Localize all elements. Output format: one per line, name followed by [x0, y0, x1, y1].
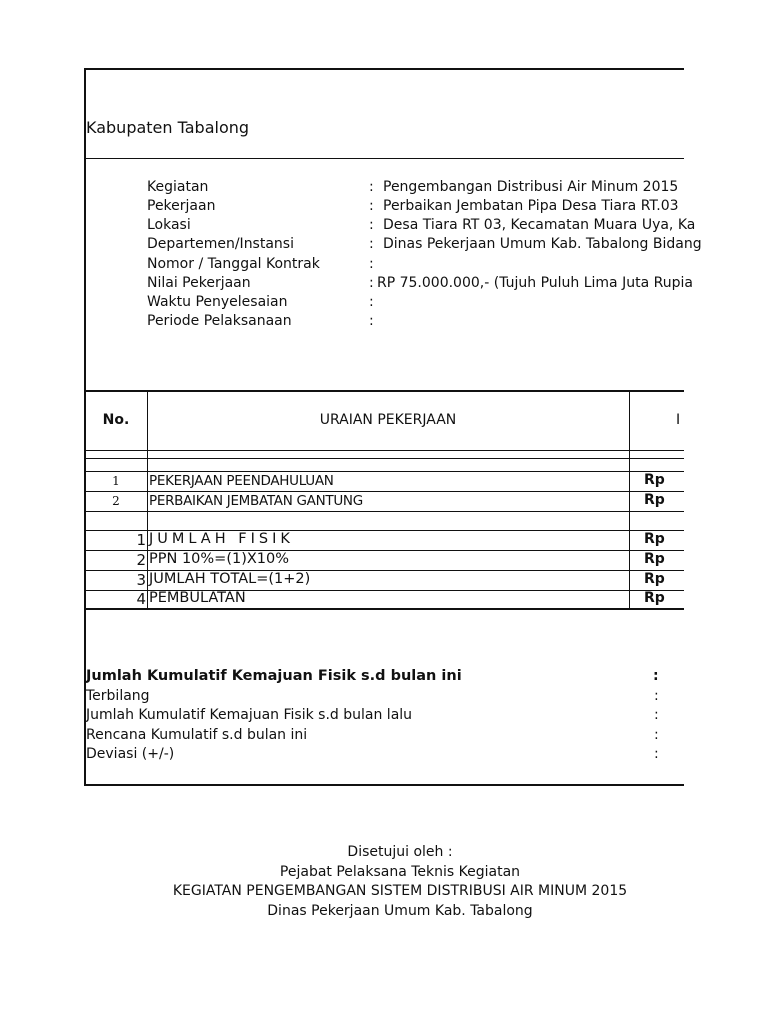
header-divider: [84, 158, 684, 159]
info-value-kegiatan: Pengembangan Distribusi Air Minum 2015: [383, 179, 679, 195]
approval-line-official: Pejabat Pelaksana Teknis Kegiatan: [279, 864, 521, 880]
progress-colon: :: [654, 727, 659, 743]
table-top-border: [84, 390, 684, 392]
info-colon: :: [369, 217, 374, 233]
row-number: 1: [136, 531, 146, 549]
info-label-kegiatan: Kegiatan: [147, 179, 209, 195]
approval-line-activity: KEGIATAN PENGEMBANGAN SISTEM DISTRIBUSI AIR MINUM 2015: [172, 883, 628, 899]
info-value-nilai-pekerjaan: RP 75.000.000,- (Tujuh Puluh Lima Juta Rupia: [377, 275, 693, 291]
approval-line-approved-by: Disetujui oleh :: [347, 844, 453, 860]
row-description: JUMLAH FISIK: [149, 531, 294, 547]
row-number: 2: [112, 494, 120, 508]
info-label-nomor-kontrak: Nomor / Tanggal Kontrak: [147, 256, 320, 272]
info-colon: :: [369, 236, 374, 252]
row-description: JUMLAH TOTAL=(1+2): [149, 571, 311, 587]
row-number: 1: [112, 474, 120, 488]
progress-colon: :: [654, 688, 659, 704]
info-value-pekerjaan: Perbaikan Jembatan Pipa Desa Tiara RT.03: [383, 198, 679, 214]
info-colon: :: [369, 256, 374, 272]
progress-label-previous: Jumlah Kumulatif Kemajuan Fisik s.d bulan lalu: [86, 707, 413, 723]
table-row-border: [84, 491, 684, 492]
info-label-periode-pelaksanaan: Periode Pelaksanaan: [147, 313, 292, 329]
table-row-border: [84, 511, 684, 512]
row-currency: Rp: [644, 571, 665, 587]
info-colon: :: [369, 198, 374, 214]
row-currency: Rp: [644, 492, 665, 508]
table-bottom-border: [84, 608, 684, 610]
approval-line-department: Dinas Pekerjaan Umum Kab. Tabalong: [267, 903, 533, 919]
row-number: 2: [136, 551, 146, 569]
info-value-lokasi: Desa Tiara RT 03, Kecamatan Muara Uya, Ka: [383, 217, 696, 233]
progress-label-plan: Rencana Kumulatif s.d bulan ini: [86, 727, 308, 743]
page-title: Kabupaten Tabalong: [86, 118, 250, 137]
info-label-nilai-pekerjaan: Nilai Pekerjaan: [147, 275, 251, 291]
info-label-lokasi: Lokasi: [147, 217, 191, 233]
info-colon: :: [369, 179, 374, 195]
row-number: 4: [136, 590, 146, 608]
table-row-border: [84, 458, 684, 459]
row-currency: Rp: [644, 472, 665, 488]
info-colon: :: [369, 275, 374, 291]
column-header-clipped: I: [676, 412, 681, 428]
info-value-departemen: Dinas Pekerjaan Umum Kab. Tabalong Bidang: [383, 236, 702, 252]
frame-bottom-border: [84, 784, 684, 786]
table-col-divider-uraian: [629, 390, 630, 609]
info-label-departemen: Departemen/Instansi: [147, 236, 294, 252]
row-description: PEKERJAAN PEENDAHULUAN: [149, 473, 334, 489]
row-number: 3: [136, 571, 146, 589]
frame-top-border: [84, 68, 684, 70]
row-description: PEMBULATAN: [149, 590, 246, 606]
info-label-pekerjaan: Pekerjaan: [147, 198, 216, 214]
info-colon: :: [369, 313, 374, 329]
row-currency: Rp: [644, 590, 665, 606]
progress-label-terbilang: Terbilang: [86, 688, 150, 704]
info-colon: :: [369, 294, 374, 310]
info-label-waktu-penyelesaian: Waktu Penyelesaian: [147, 294, 288, 310]
row-currency: Rp: [644, 551, 665, 567]
column-header-no: No.: [102, 412, 130, 428]
progress-label-deviation: Deviasi (+/-): [86, 746, 175, 762]
row-currency: Rp: [644, 531, 665, 547]
progress-label-current: Jumlah Kumulatif Kemajuan Fisik s.d bulan ini: [86, 668, 462, 684]
progress-colon: :: [653, 668, 659, 684]
table-header-bottom-border: [84, 450, 684, 451]
row-description: PERBAIKAN JEMBATAN GANTUNG: [149, 493, 363, 509]
progress-colon: :: [654, 707, 659, 723]
progress-colon: :: [654, 746, 659, 762]
table-row-border: [84, 471, 684, 472]
row-description: PPN 10%=(1)X10%: [149, 551, 290, 567]
column-header-uraian: URAIAN PEKERJAAN: [319, 412, 457, 428]
